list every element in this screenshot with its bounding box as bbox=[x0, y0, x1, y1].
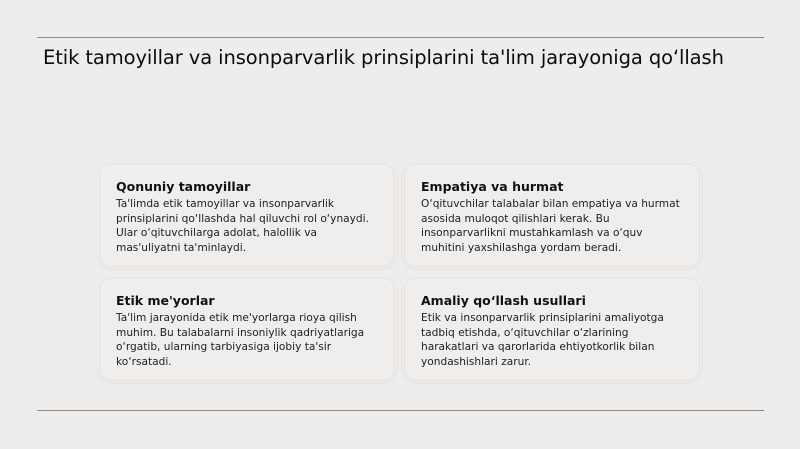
card-text: O‘qituvchilar talabalar bilan empatiya va hurmat asosida muloqot qilishlari kerak. Bu insonparvarlikni mustahkamlash va o‘quv muhitini yaxshilashga yordam beradi. bbox=[421, 198, 680, 254]
card-legal-principles bbox=[99, 163, 395, 267]
card-text: Ta'limda etik tamoyillar va insonparvarlik prinsiplarini qo‘llashda hal qiluvchi rol o‘ynaydi. Ular o‘qituvchilarga adolat, halollik va mas'uliyatni ta'minlaydi. bbox=[116, 198, 369, 254]
card-title: Etik me'yorlar bbox=[116, 293, 215, 308]
slide-title: Etik tamoyillar va insonparvarlik prinsiplarini ta'lim jarayoniga qo‘llash bbox=[43, 46, 724, 69]
top-divider bbox=[37, 37, 764, 38]
card-title: Qonuniy tamoyillar bbox=[116, 179, 251, 194]
card-text: Etik va insonparvarlik prinsiplarini amaliyotga tadbiq etishda, o‘qituvchilar o‘zlarining harakatlari va qarorlarida ehtiyotkorlik bilan yondashishlari zarur. bbox=[421, 312, 664, 368]
card-ethical-norms bbox=[99, 277, 395, 381]
card-title: Empatiya va hurmat bbox=[421, 179, 564, 194]
card-empathy-respect bbox=[404, 163, 700, 267]
card-title: Amaliy qo‘llash usullari bbox=[421, 293, 586, 308]
card-text: Ta'lim jarayonida etik me'yorlarga rioya qilish muhim. Bu talabalarni insoniylik qadriyatlariga o‘rgatib, ularning tarbiyasiga ijobiy ta'sir ko‘rsatadi. bbox=[116, 312, 365, 368]
card-practical-methods bbox=[404, 277, 700, 381]
bottom-divider bbox=[37, 410, 764, 411]
